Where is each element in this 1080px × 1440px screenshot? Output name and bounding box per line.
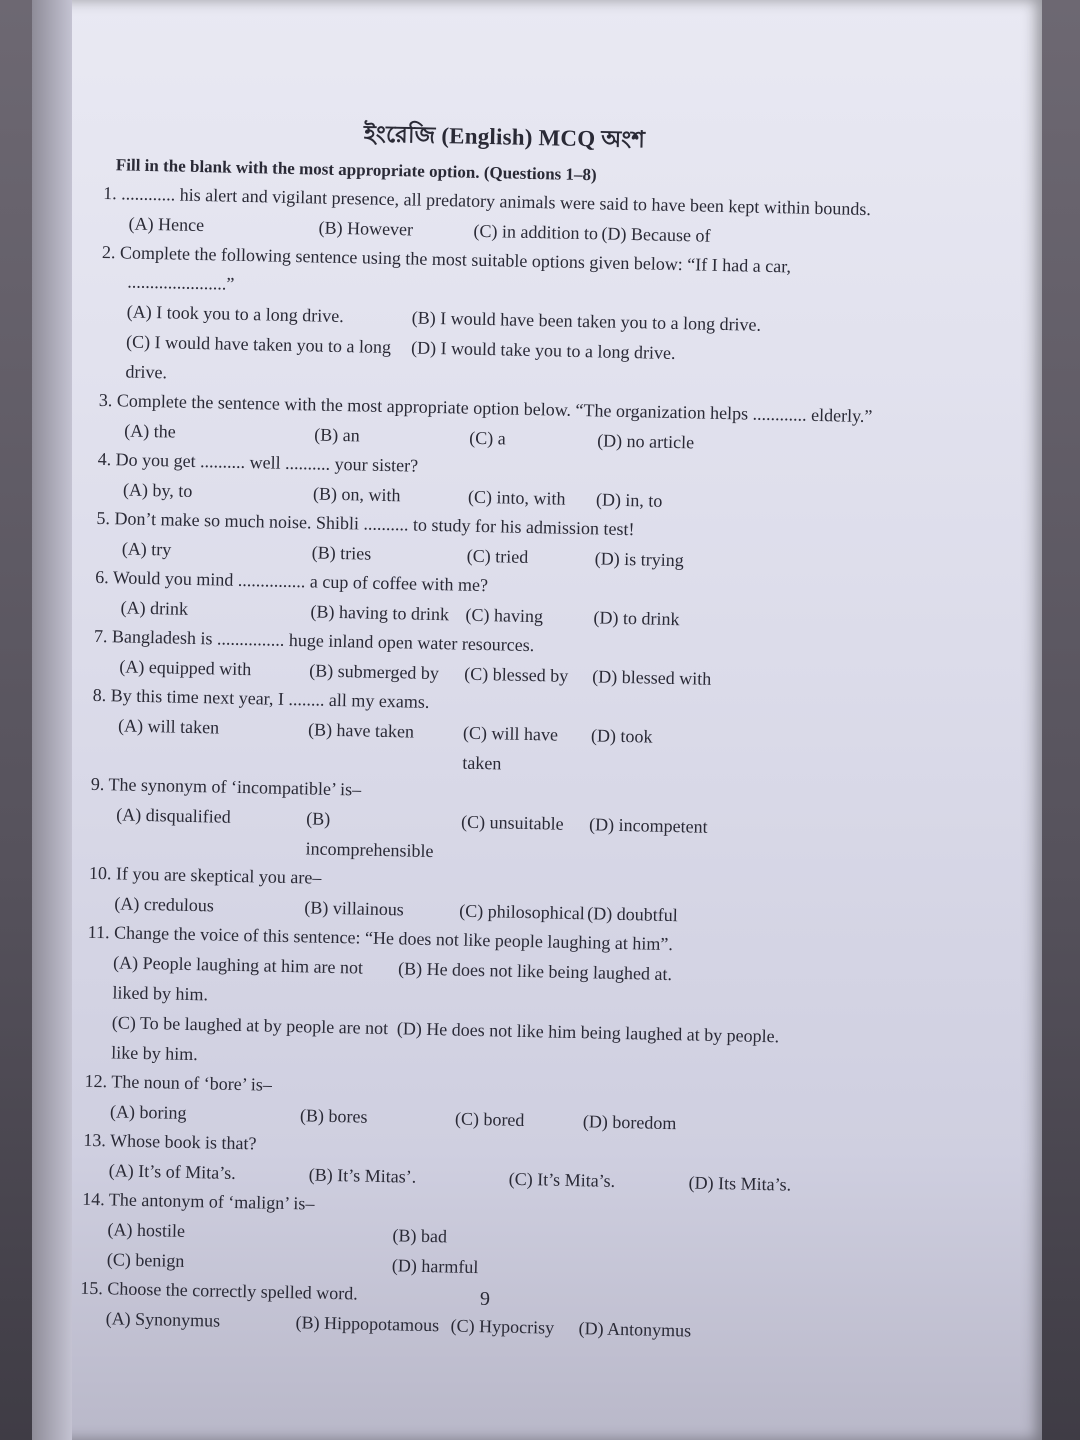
question-text: 14. The antonym of ‘malign’ is–: [81, 1188, 315, 1214]
answer-option: (B) on, with: [312, 483, 401, 506]
page-number: 9: [480, 1288, 490, 1310]
answer-option: (C) will have taken: [462, 722, 559, 774]
question-11: [85, 918, 888, 1084]
question-text: 3. Complete the sentence with the most appropriate option below. “The organization helps ............ elderly.”: [98, 389, 873, 427]
answer-option: (B) bad: [392, 1225, 448, 1247]
answer-option: (D) harmful: [391, 1255, 479, 1278]
answer-option: (A) People laughing at him are not liked by him.: [112, 952, 364, 1005]
answer-option: (C) into, with: [467, 486, 566, 509]
answer-option: (A) credulous: [114, 893, 215, 916]
page-fold-shadow: [32, 0, 72, 1440]
answer-option: (D) boredom: [582, 1111, 677, 1134]
answer-option: (B) Hippopotamous: [295, 1312, 440, 1336]
answer-option: (B) It’s Mitas’.: [308, 1164, 417, 1187]
question-text: 10. If you are skeptical you are–: [88, 862, 322, 888]
question-9: [89, 770, 891, 876]
answer-option: (C) philosophical: [459, 900, 585, 924]
answer-option: (B) He does not like being laughed at.: [397, 958, 673, 985]
answer-option: (B) incomprehensible: [305, 808, 434, 862]
option-group: [99, 296, 901, 403]
question-text: 4. Do you get .......... well .......... your sister?: [97, 448, 419, 476]
page-title: ইংরেজি (English) MCQ অংশ: [363, 121, 646, 153]
question-2: [99, 238, 902, 403]
answer-option: (C) blessed by: [464, 663, 569, 686]
question-text: 7. Bangladesh is ............... huge inland open water resources.: [93, 625, 535, 656]
answer-option: (B) villainous: [304, 897, 405, 920]
answer-option: (D) doubtful: [587, 903, 678, 926]
answer-option: (C) bored: [454, 1108, 525, 1131]
question-text: 8. By this time next year, I ........ all my exams.: [92, 684, 430, 712]
answer-option: (B) having to drink: [310, 601, 450, 625]
answer-option: (D) blessed with: [592, 666, 712, 689]
section-instruction: Fill in the blank with the most appropriate option. (Questions 1–8): [115, 155, 597, 185]
answer-option: (A) boring: [109, 1101, 187, 1123]
answer-option: (B) have taken: [307, 719, 415, 742]
answer-option: (A) by, to: [122, 479, 193, 501]
answer-option: (A) will taken: [117, 715, 220, 738]
answer-option: (B) an: [314, 424, 360, 446]
answer-option: (D) I would take you to a long drive.: [410, 337, 676, 363]
answer-option: (C) It’s Mita’s.: [508, 1168, 616, 1191]
answer-option: (C) To be laughed at by people are not like by him.: [111, 1012, 389, 1065]
question-text: 13. Whose book is that?: [83, 1129, 257, 1154]
answer-option: (A) I took you to a long drive.: [126, 301, 344, 327]
answer-option: (C) having: [465, 604, 544, 627]
question-text: 9. The synonym of ‘incompatible’ is–: [90, 773, 362, 800]
answer-option: (D) Its Mita’s.: [688, 1172, 792, 1195]
answer-option: (A) Synonymus: [105, 1308, 221, 1331]
answer-option: (B) tries: [311, 542, 372, 564]
question-text: 1. ............ his alert and vigilant presence, all predatory animals were said to have been kept within bounds.: [103, 182, 872, 220]
answer-option: (C) tried: [466, 545, 529, 567]
question-text: 11. Change the voice of this sentence: “He does not like people laughing at him”.: [87, 921, 674, 955]
answer-option: (D) took: [590, 725, 653, 747]
answer-option: (D) to drink: [593, 607, 680, 630]
answer-option: (D) no article: [596, 430, 695, 453]
question-8: [91, 681, 893, 787]
answer-option: (B) submerged by: [309, 660, 440, 684]
question-list: [79, 179, 903, 1350]
answer-option: (A) try: [121, 538, 172, 560]
answer-option: (C) I would have taken you to a long drive.: [125, 331, 392, 383]
answer-option: (C) unsuitable: [460, 811, 564, 834]
answer-option: (C) in addition to: [473, 220, 599, 244]
answer-option: (D) He does not like him being laughed at by people.: [396, 1018, 780, 1047]
answer-option: (C) benign: [106, 1249, 185, 1271]
question-text: 15. Choose the correctly spelled word.: [80, 1277, 358, 1304]
question-14: [81, 1185, 883, 1291]
answer-option: (D) Antonymus: [578, 1318, 692, 1341]
answer-option: (A) equipped with: [119, 656, 252, 680]
answer-option: (A) It’s of Mita’s.: [108, 1160, 236, 1183]
answer-option: (A) hostile: [107, 1219, 186, 1241]
answer-option: (B) bores: [299, 1105, 368, 1127]
answer-option: (C) Hypocrisy: [450, 1315, 555, 1338]
option-group: [85, 947, 887, 1084]
answer-option: (B) I would have been taken you to a long drive.: [411, 307, 762, 335]
answer-option: (A) Hence: [128, 213, 205, 236]
question-text: 2. Complete the following sentence using the most suitable options given below: “If I had a car, ......................”: [101, 241, 792, 294]
mcq-sheet: [79, 110, 904, 1349]
answer-option: (A) drink: [120, 597, 189, 619]
question-text: 6. Would you mind ............... a cup of coffee with me?: [95, 566, 489, 596]
answer-option: (D) Because of: [601, 223, 711, 246]
answer-option: (D) incompetent: [588, 814, 708, 837]
question-text: 5. Don’t make so much noise. Shibli .......... to study for his admission test!: [96, 507, 635, 540]
answer-option: (C) a: [469, 427, 506, 449]
answer-option: (A) the: [124, 420, 176, 442]
question-text: 12. The noun of ‘bore’ is–: [84, 1070, 273, 1095]
answer-option: (D) is trying: [594, 548, 684, 571]
answer-option: (D) in, to: [595, 489, 663, 511]
answer-option: (B) However: [318, 217, 414, 240]
answer-option: (A) disqualified: [116, 804, 231, 827]
